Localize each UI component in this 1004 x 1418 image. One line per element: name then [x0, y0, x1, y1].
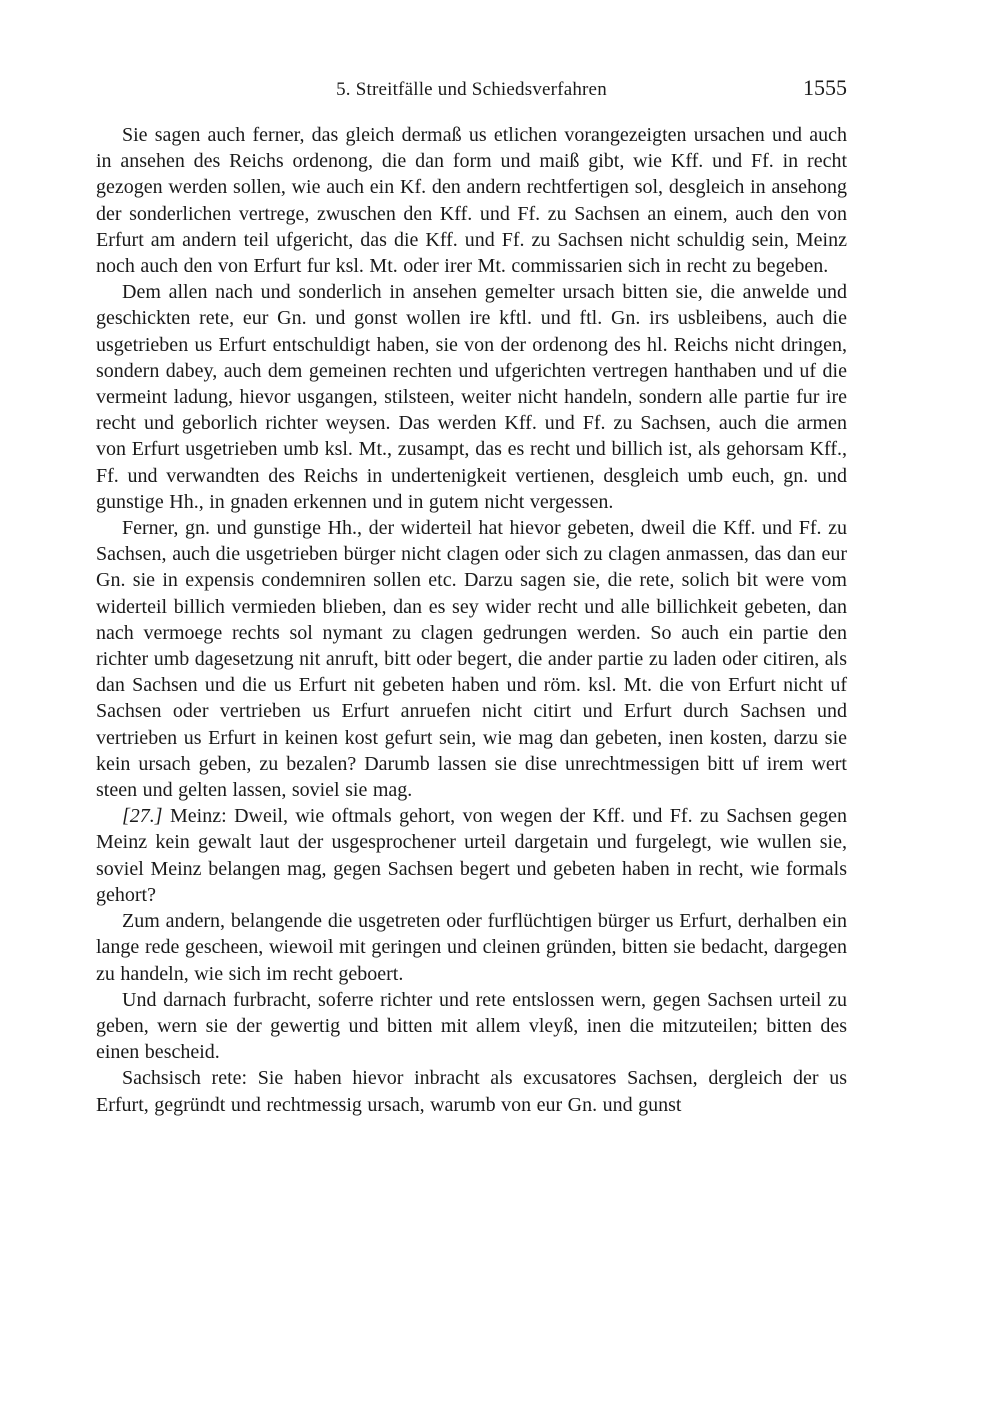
- paragraph: Sachsisch rete: Sie haben hievor inbracht als excusatores Sachsen, dergleich der us Erfurt, gegründt und rechtmessig ursach, warumb von eur Gn. und gunst: [96, 1067, 847, 1116]
- paragraph-text: Meinz: Dweil, wie oftmals gehort, von wegen der Kff. und Ff. zu Sachsen gegen Meinz kein gewalt laut der usgesprochener urteil dargetain und furgelegt, wie wullen sie, soviel Meinz belangen mag, gegen Sachsen begert und gebeten haben in recht, wie formals gehort?: [96, 805, 848, 906]
- page-number: 1555: [803, 75, 847, 100]
- text-block: [96, 76, 847, 1118]
- paragraph-numbered: [96, 803, 847, 908]
- running-header: [96, 76, 847, 122]
- paragraph: Ferner, gn. und gunstige Hh., der widerteil hat hievor gebeten, dweil die Kff. und Ff. zu Sachsen, auch die usgetrieben bürger nicht clagen oder sich zu clagen anmassen, das dan eur Gn. sie in expensis condemniren sollen etc. Darzu sagen sie, die rete, solich bit were vom widerteil billich vermieden blieben, dan es sey wider recht und alle billichkeit gebeten, dan nach vermoege rechts sol nymant zu clagen gedrungen werden. So auch ein partie den richter umb dagesetzung nit anruft, bitt oder begert, die ander partie zu laden oder citiren, als dan Sachsen und die us Erfurt nit gebeten haben und röm. ksl. Mt. die von Erfurt nicht uf Sachsen oder vertrieben us Erfurt anruefen nicht citirt und Erfurt durch Sachsen und vertrieben us Erfurt in keinen kost gefurt sein, wie mag dan gebeten, inen kosten, darzu sie kein ursach geben, zu bezalen? Darumb lassen sie dise unrechtmessigen bitt uf irem wert steen und gelten lassen, soviel sie mag.: [96, 517, 847, 802]
- paragraph: Dem allen nach und sonderlich in ansehen gemelter ursach bitten sie, die anwelde und geschickten rete, eur Gn. und gonst wollen ire kftl. und ftl. Gn. irs usbleibens, auch die usgetrieben us Erfurt entschuldigt haben, sie von der ordenong des hl. Reichs nicht dringen, sondern dabey, auch dem gemeinen rechten und ufgerichten vertregen hanthaben und uf die vermeint ladung, hievor usgangen, stilsteen, weiter nicht handeln, sondern alle partie fur ire recht und geborlich richter weysen. Das werden Kff. und Ff. zu Sachsen, auch die armen von Erfurt usgetrieben umb ksl. Mt., zusampt, das es recht und billich ist, als gehorsam Kff., Ff. und verwandten des Reichs in undertenigkeit vertienen, desgleich umb euch, gn. und gunstige Hh., in gnaden erkennen und in gutem nicht vergessen.: [96, 281, 847, 513]
- paragraph: Und darnach furbracht, soferre richter und rete entslossen wern, gegen Sachsen urteil zu geben, wern sie der gewertig und bitten mit allem vleyß, inen die mitzuteilen; bitten des einen bescheid.: [96, 988, 847, 1064]
- paragraph-number-marker: [27.]: [122, 805, 163, 828]
- text-body: [96, 122, 847, 1118]
- paragraph: Sie sagen auch ferner, das gleich dermaß us etlichen vorangezeigten ursachen und auch in ansehen des Reichs ordenong, die dan form und maiß gibt, wie Kff. und Ff. in recht gezogen werden sollen, wie auch ein Kf. den andern rechtfertigen sol, desgleich in ansehong der sonderlichen vertrege, zwuschen den Kff. und Ff. zu Sachsen an einem, auch den von Erfurt am andern teil ufgericht, das die Kff. und Ff. zu Sachsen nicht schuldig sein, Meinz noch auch den von Erfurt fur ksl. Mt. oder irer Mt. commissarien sich in recht zu begeben.: [96, 124, 847, 278]
- paragraph: Zum andern, belangende die usgetreten oder furflüchtigen bürger us Erfurt, derhalben ein lange rede gescheen, wiewoil mit geringen und cleinen gründen, bitten sie bedacht, dargegen zu handeln, wie sich im recht geboert.: [96, 910, 847, 985]
- running-header-title: 5. Streitfälle und Schiedsverfahren: [336, 79, 607, 100]
